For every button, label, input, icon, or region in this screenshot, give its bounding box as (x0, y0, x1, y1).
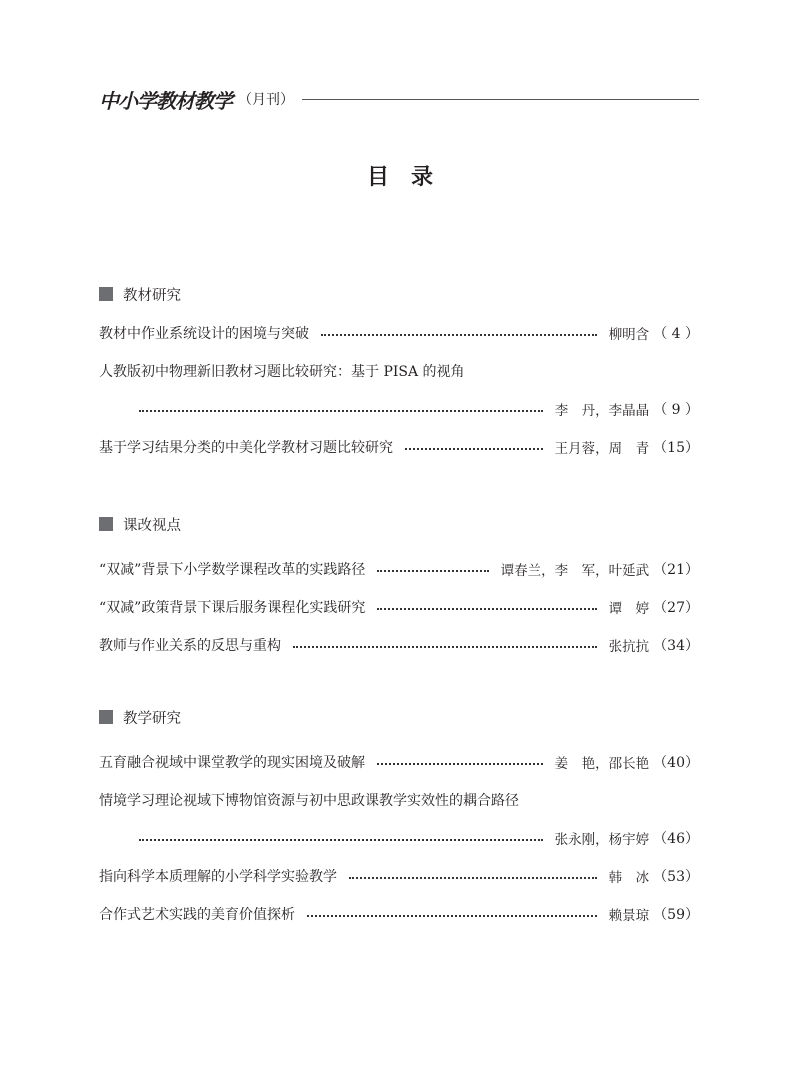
journal-name: 中小学教材教学 (99, 88, 232, 113)
section-heading (99, 705, 699, 729)
toc-entry-title-line[interactable] (99, 352, 699, 390)
header-rule (302, 99, 699, 100)
entry-title[interactable]: 五育融合视域中课堂教学的现实困境及破解 (99, 755, 365, 771)
entry-page[interactable]: （15） (653, 440, 699, 456)
dot-leader (139, 410, 543, 412)
section-title: 教材研究 (123, 287, 181, 304)
entry-page[interactable]: （34） (653, 638, 699, 654)
toc-entry[interactable] (99, 895, 699, 933)
entry-page[interactable]: （27） (653, 600, 699, 616)
dot-leader (307, 915, 597, 917)
toc-entry[interactable] (99, 428, 699, 466)
section-curriculum-reform (99, 512, 699, 664)
entry-author: 柳明含 (608, 327, 650, 343)
toc-entry[interactable] (99, 743, 699, 781)
entry-author: 王月蓉，周 青 (554, 441, 650, 457)
section-title: 教学研究 (123, 710, 181, 727)
dot-leader (405, 448, 543, 450)
toc-entry-continuation[interactable] (99, 390, 699, 428)
entry-author: 谭 婷 (608, 601, 650, 617)
entry-author: 李 丹，李晶晶 (554, 403, 650, 419)
entry-page[interactable]: （46） (653, 831, 699, 847)
entry-title[interactable]: “双减”背景下小学数学课程改革的实践路径 (99, 562, 366, 578)
entry-page[interactable]: （53） (653, 869, 699, 885)
entry-title[interactable]: 教材中作业系统设计的困境与突破 (99, 326, 309, 342)
toc-entry[interactable] (99, 550, 699, 588)
entry-author: 姜 艳，邵长艳 (554, 756, 650, 772)
dot-leader (349, 877, 597, 879)
entry-title[interactable]: 人教版初中物理新旧教材习题比较研究：基于 PISA 的视角 (99, 364, 465, 380)
entry-title[interactable]: 指向科学本质理解的小学科学实验教学 (99, 869, 337, 885)
section-title: 课改视点 (123, 517, 181, 534)
entry-page[interactable]: （40） (653, 755, 699, 771)
dot-leader (377, 570, 488, 572)
dot-leader (321, 334, 597, 336)
entry-title[interactable]: 教师与作业关系的反思与重构 (99, 638, 281, 654)
toc-entry[interactable] (99, 857, 699, 895)
section-marker-icon (99, 287, 113, 301)
entry-page[interactable]: （ 4 ） (653, 326, 699, 342)
dot-leader (293, 646, 597, 648)
entry-title[interactable]: 情境学习理论视域下博物馆资源与初中思政课教学实效性的耦合路径 (99, 793, 519, 809)
dot-leader (377, 608, 596, 610)
entry-author: 谭春兰，李 军，叶延武 (500, 563, 650, 579)
section-marker-icon (99, 710, 113, 724)
toc-entry-continuation[interactable] (99, 819, 699, 857)
entry-author: 韩 冰 (608, 870, 650, 886)
entry-page[interactable]: （21） (653, 562, 699, 578)
entry-title[interactable]: 合作式艺术实践的美育价值探析 (99, 907, 295, 923)
section-heading (99, 282, 699, 306)
section-textbook-research (99, 282, 699, 466)
section-heading (99, 512, 699, 536)
journal-frequency: （月刊） (238, 92, 294, 108)
toc-entry-title-line[interactable] (99, 781, 699, 819)
entry-author: 赖景琼 (608, 908, 650, 924)
page-title: 目录 (366, 165, 455, 190)
entry-page[interactable]: （59） (653, 907, 699, 923)
entry-title[interactable]: “双减”政策背景下课后服务课程化实践研究 (99, 600, 366, 616)
dot-leader (139, 839, 543, 841)
toc-entry[interactable] (99, 588, 699, 626)
section-marker-icon (99, 517, 113, 531)
journal-header (99, 84, 699, 114)
toc-entry[interactable] (99, 626, 699, 664)
entry-author: 张永刚，杨宇婷 (554, 832, 650, 848)
entry-title[interactable]: 基于学习结果分类的中美化学教材习题比较研究 (99, 440, 393, 456)
section-teaching-research (99, 705, 699, 933)
entry-page[interactable]: （ 9 ） (653, 402, 699, 418)
toc-entry[interactable] (99, 314, 699, 352)
entry-author: 张抗抗 (608, 639, 650, 655)
dot-leader (377, 763, 543, 765)
